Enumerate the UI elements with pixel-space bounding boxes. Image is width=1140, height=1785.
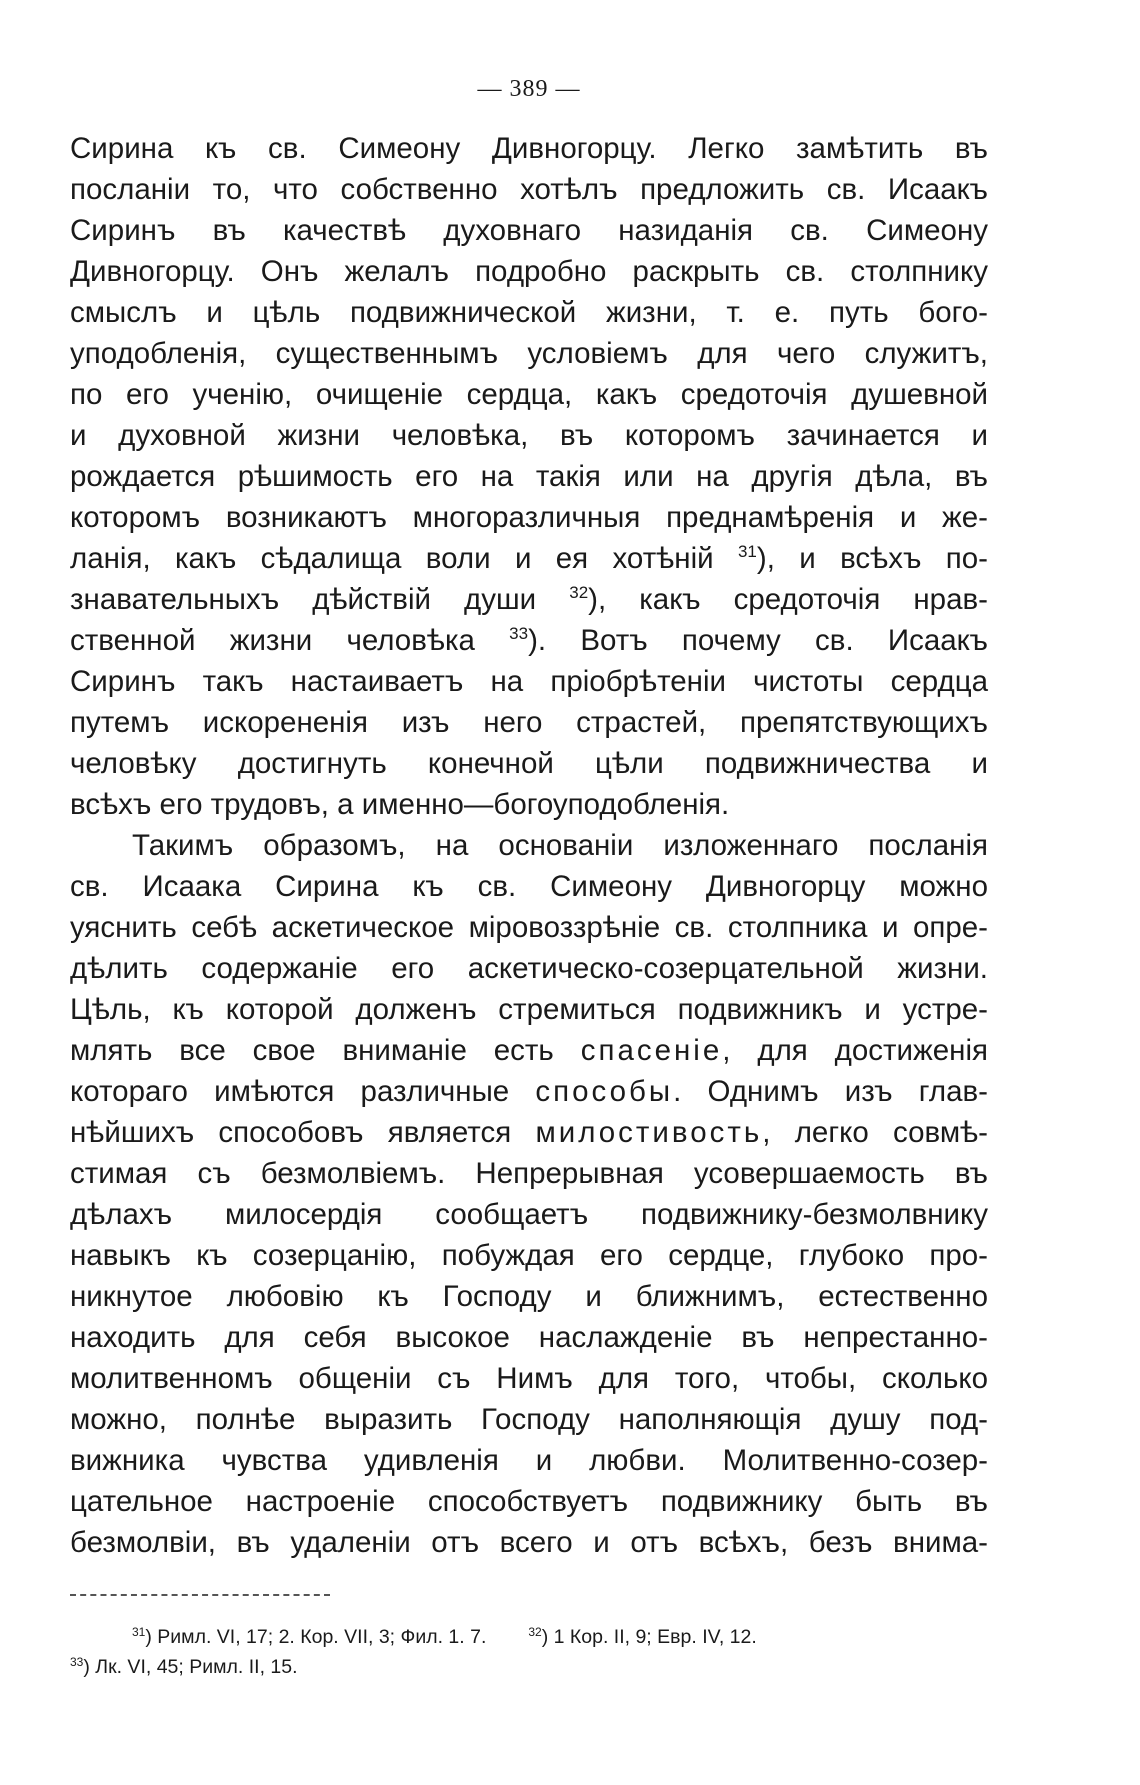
book-page (70, 0, 988, 1785)
text-segment: ), какъ средоточія нрав- (588, 583, 988, 616)
main-text (70, 128, 988, 1563)
text-line: Такимъ образомъ, на основаніи изложеннаго посланія (132, 829, 988, 862)
text-segment: , для достиженія (722, 1034, 988, 1067)
text-line: безмолвіи, въ удаленіи отъ всего и отъ всѣхъ, безъ внима- (70, 1526, 988, 1559)
text-line: находить для себя высокое наслажденіе въ непрестанно- (70, 1321, 988, 1354)
text-line (70, 1071, 988, 1112)
text-line: Сиринъ такъ настаиваетъ на пріобрѣтеніи чистоты сердца (70, 665, 988, 698)
text-segment: знавательныхъ дѣйствій души (70, 583, 570, 616)
text-line (70, 1112, 988, 1153)
text-segment: ), и всѣхъ по- (756, 542, 988, 575)
text-line: Сиринъ въ качествѣ духовнаго назиданія св. Симеону (70, 214, 988, 247)
footnote-divider (70, 1594, 330, 1596)
text-line: дѣлить содержаніе его аскетическо-созерцательной жизни. (70, 952, 988, 985)
footnote-mark: 31 (132, 1625, 146, 1639)
paragraph-2 (70, 825, 988, 1563)
text-line (70, 579, 988, 620)
text-line: вижника чувства удивленія и любви. Молитвенно-созер- (70, 1444, 988, 1477)
footnote-line (70, 1652, 988, 1682)
text-line: которомъ возникаютъ многоразличныя преднамѣренія и же- (70, 501, 988, 534)
footnote-32: ) 1 Кор. II, 9; Евр. IV, 12. (541, 1626, 757, 1648)
text-segment: котораго имѣются различные (70, 1075, 536, 1108)
text-line (70, 538, 988, 579)
text-line: Цѣль, къ которой долженъ стремиться подвижникъ и устре- (70, 993, 988, 1026)
footnotes (70, 1622, 988, 1682)
emphasis-spaced: способы (535, 1075, 674, 1108)
footnote-mark: 32 (528, 1625, 542, 1639)
footnote-line (70, 1622, 988, 1652)
paragraph-1 (70, 128, 988, 825)
emphasis-spaced: милостивость (535, 1116, 763, 1149)
text-line (70, 620, 988, 661)
text-segment: , легко совмѣ- (762, 1116, 988, 1149)
text-line: посланіи то, что собственно хотѣлъ предложить св. Исаакъ (70, 173, 988, 206)
text-segment: ). Вотъ почему св. Исаакъ (528, 624, 988, 657)
text-line: стимая съ безмолвіемъ. Непрерывная усовершаемость въ (70, 1157, 988, 1190)
text-line: цательное настроеніе способствуетъ подвижнику быть въ (70, 1485, 988, 1518)
text-line: и духовной жизни человѣка, въ которомъ зачинается и (70, 419, 988, 452)
text-line: можно, полнѣе выразить Господу наполняющія душу под- (70, 1403, 988, 1436)
text-line: рождается рѣшимость его на такія или на другія дѣла, въ (70, 460, 988, 493)
text-segment: нѣйшихъ способовъ является (70, 1116, 536, 1149)
text-line: по его ученію, очищеніе сердца, какъ средоточія душевной (70, 378, 988, 411)
text-line: дѣлахъ милосердія сообщаетъ подвижнику-безмолвнику (70, 1198, 988, 1231)
footnote-33: ) Лк. VI, 45; Римл. II, 15. (83, 1656, 298, 1678)
page-number: — 389 — (477, 76, 581, 102)
text-line (70, 1030, 988, 1071)
footnote-ref-32: 32 (569, 583, 589, 602)
emphasis-spaced: спасеніе (580, 1034, 723, 1067)
text-line: св. Исаака Сирина къ св. Симеону Дивногорцу можно (70, 870, 988, 903)
footnote-ref-31: 31 (737, 542, 757, 561)
text-line: уяснить себѣ аскетическое міровоззрѣніе св. столпника и опре- (70, 911, 988, 944)
text-segment: ственной жизни человѣка (70, 624, 510, 657)
text-segment: ланія, какъ сѣдалища воли и ея хотѣній (70, 542, 738, 575)
text-line: навыкъ къ созерцанію, побуждая его сердце, глубоко про- (70, 1239, 988, 1272)
text-line: Сирина къ св. Симеону Дивногорцу. Легко замѣтить въ (70, 132, 988, 165)
text-segment: . Однимъ изъ глав- (673, 1075, 988, 1108)
text-line: путемъ искорененія изъ него страстей, препятствующихъ (70, 706, 988, 739)
text-line: уподобленія, существеннымъ условіемъ для чего служитъ, (70, 337, 988, 370)
footnote-ref-33: 33 (509, 624, 529, 643)
text-line: Дивногорцу. Онъ желалъ подробно раскрыть св. столпнику (70, 255, 988, 288)
text-line: всѣхъ его трудовъ, а именно—богоуподобленія. (70, 788, 730, 821)
footnote-31: ) Римл. VI, 17; 2. Кор. VII, 3; Фил. 1. 7. (145, 1626, 487, 1648)
footnote-mark: 33 (70, 1655, 84, 1669)
text-line: человѣку достигнуть конечной цѣли подвижничества и (70, 747, 988, 780)
text-segment: млять все свое вниманіе есть (70, 1034, 581, 1067)
text-line: смыслъ и цѣль подвижнической жизни, т. е. путь бого- (70, 296, 988, 329)
text-line: никнутое любовію къ Господу и ближнимъ, естественно (70, 1280, 988, 1313)
text-line: молитвенномъ общеніи съ Нимъ для того, чтобы, сколько (70, 1362, 988, 1395)
